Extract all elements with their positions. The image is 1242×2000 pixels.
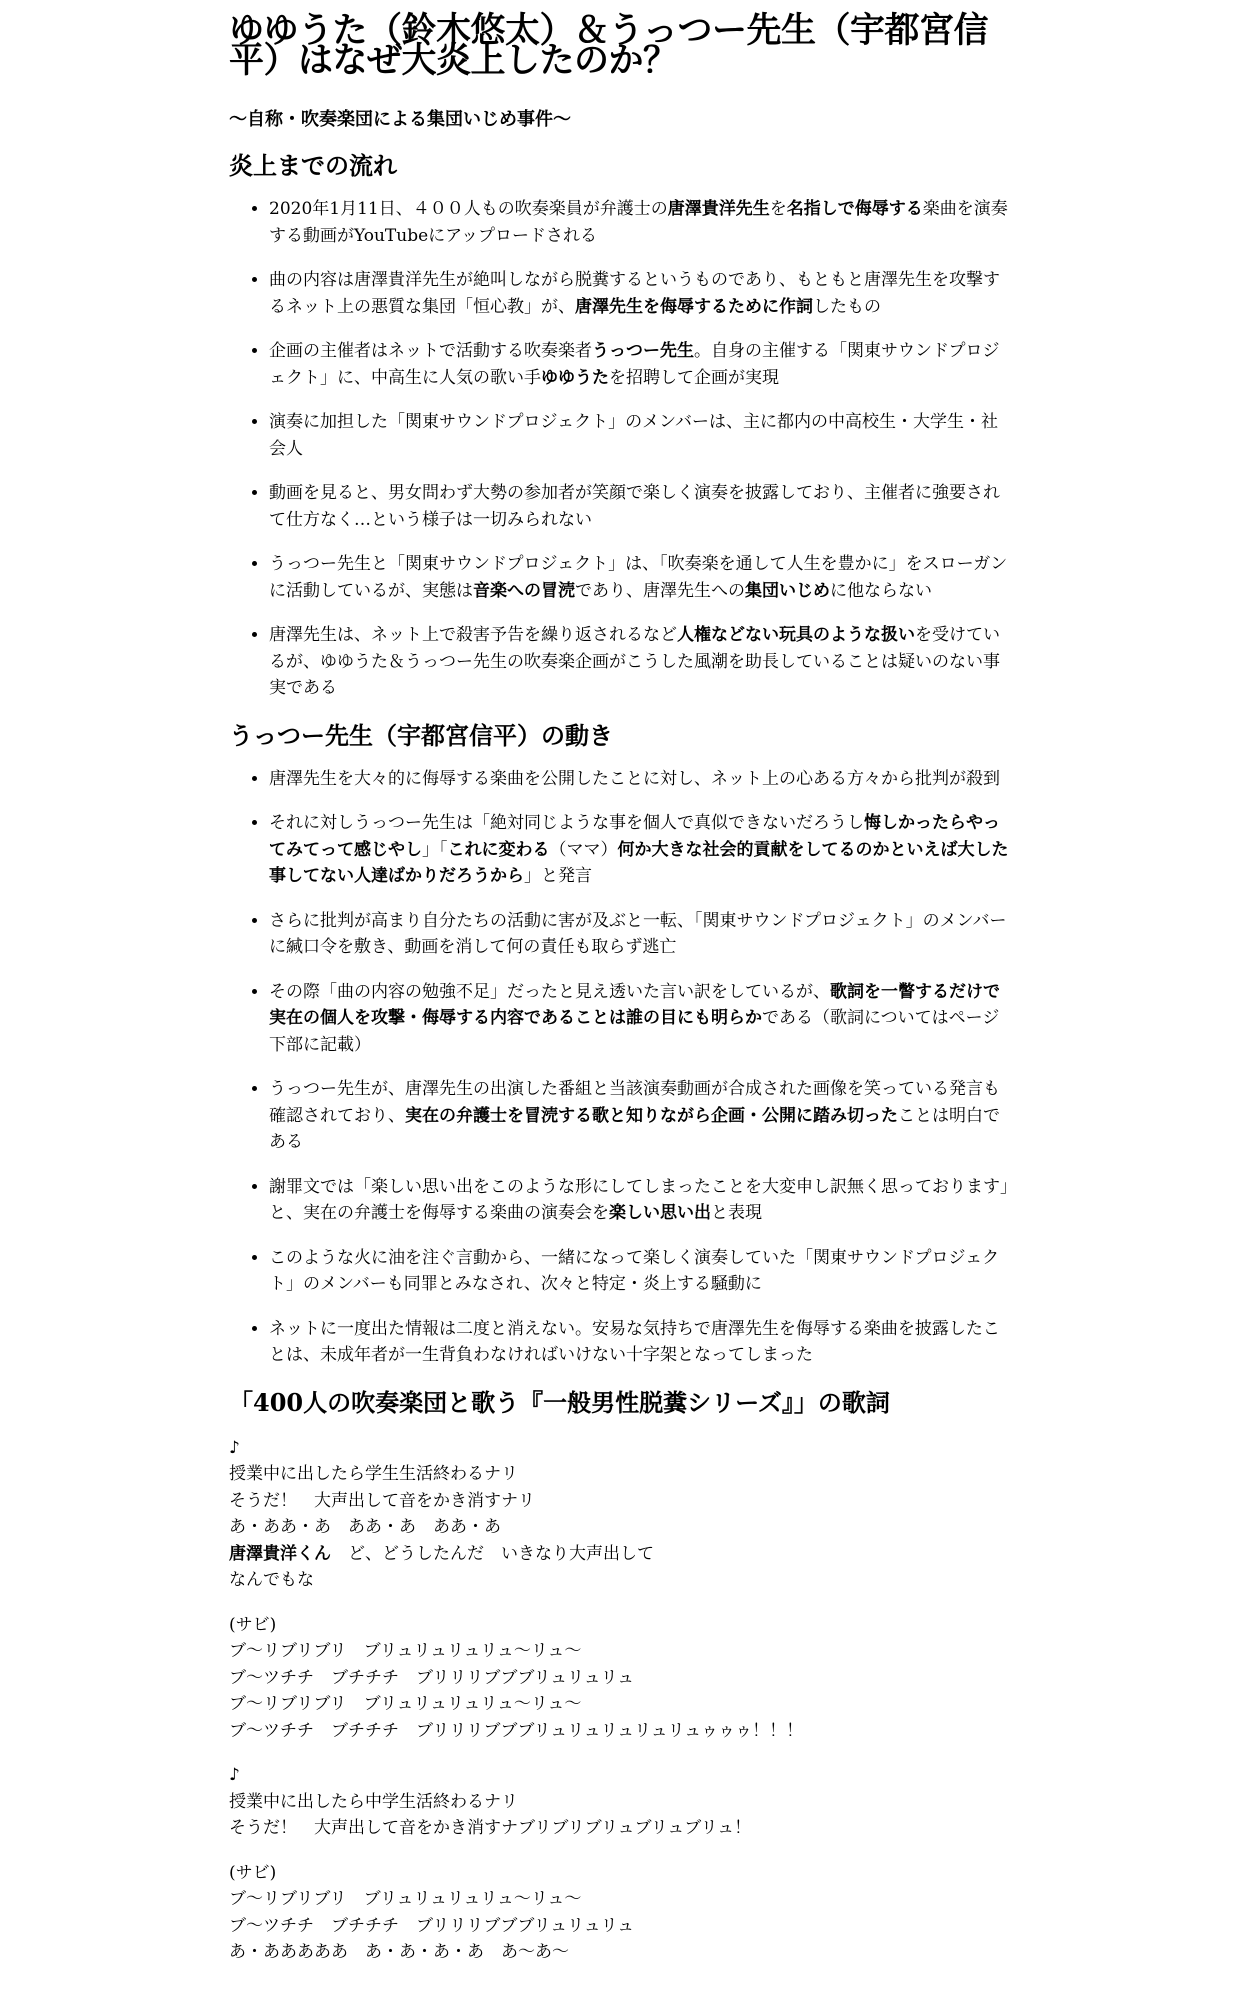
list-item (269, 810, 1014, 890)
text-run: 授業中に出したら中学生活終わるナリ (229, 1791, 518, 1812)
text-run: ネットに一度出た情報は二度と消えない。安易な気持ちで唐澤先生を侮辱する楽曲を披露したことは、未成年者が一生背負わなければいけない十字架となってしまった (269, 1318, 1000, 1365)
text-run: ブ～リブリブリ ブリュリュリュリュ～リュ～ (229, 1889, 582, 1909)
text-run: あ・ああ・あ ああ・あ ああ・あ (229, 1517, 501, 1537)
list-item (269, 196, 1014, 249)
text-run: あ・あああああ あ・あ・あ・あ あ～あ～ (229, 1942, 569, 1962)
lyrics-stanza (229, 1860, 1014, 1966)
emphasis-text: 唐澤貴洋くん (229, 1543, 331, 1564)
lyric-line (229, 1886, 1014, 1913)
text-run: を招聘して企画が実現 (609, 367, 779, 388)
text-run: （ママ） (549, 839, 618, 860)
list-item (269, 1076, 1014, 1156)
text-run: ど、どうしたんだ いきなり大声出して (331, 1543, 654, 1564)
lyrics-heading: 「400人の吹奏楽団と歌う『一般男性脱糞シリーズ』」の歌詞 (229, 1387, 890, 1417)
lyric-line (229, 1488, 1014, 1515)
lyric-line (229, 1718, 1014, 1745)
list-item (269, 1245, 1014, 1298)
lyric-line (229, 1435, 1014, 1462)
actions-list (229, 766, 1014, 1369)
text-run: 」と発言 (524, 866, 592, 886)
text-run: (サビ) (229, 1614, 277, 1635)
lyrics-stanza (229, 1435, 1014, 1594)
text-run: である（歌詞についてはページ下部に記載） (269, 1008, 1000, 1055)
lyric-line (229, 1638, 1014, 1665)
text-run: このような火に油を注ぐ言動から、一緒になって楽しく演奏していた「関東サウンドプロジェクト」のメンバーも同罪とみなされ、次々と特定・炎上する騒動に (269, 1247, 1000, 1294)
list-item (269, 409, 1014, 462)
lyric-line (229, 1913, 1014, 1940)
text-run: ブ～リブリブリ ブリュリュリュリュ～リュ～ (229, 1641, 582, 1661)
emphasis-text: 唐澤先生を侮辱するために作詞 (575, 296, 813, 317)
list-item (269, 908, 1014, 961)
text-run: 動画を見ると、男女問わず大勢の参加者が笑顔で楽しく演奏を披露しており、主催者に強要されて仕方なく…という様子は一切みられない (269, 483, 1000, 530)
text-run: それに対しうっつー先生は「絶対同じような事を個人で真似できないだろうし (269, 813, 864, 833)
text-run: ブ～ツチチ ブチチチ ブリリリブブブリュリュリュ (229, 1667, 635, 1688)
text-run: 2020年1月11日、４００人もの吹奏楽員が弁護士の (269, 199, 668, 219)
lyric-line (229, 1665, 1014, 1692)
lyric-line (229, 1939, 1014, 1966)
list-item (269, 267, 1014, 320)
list-item (269, 1174, 1014, 1227)
text-run: 楽曲を演奏する動画がYouTubeにアップロードされる (269, 199, 1008, 246)
text-run: うっつー先生が、唐澤先生の出演した番組と当該演奏動画が合成された画像を笑っている発言も確認されており、 (269, 1079, 1000, 1126)
lyric-line (229, 1815, 1014, 1842)
text-run: 」「 (422, 839, 448, 860)
list-item (269, 766, 1014, 793)
text-run: そうだ！ 大声出して音をかき消すナブリブリブリュブリュブリュ！ (229, 1818, 752, 1838)
lyric-line (229, 1762, 1014, 1789)
text-run: したもの (813, 296, 881, 317)
text-run: ブ～ツチチ ブチチチ ブリリリブブブリュリュリュリュリュゥゥゥ！！！ (229, 1720, 804, 1741)
lyric-line (229, 1541, 1014, 1568)
text-run: (サビ) (229, 1862, 277, 1883)
emphasis-text: 名指しで侮辱する (786, 199, 923, 219)
text-run: さらに批判が高まり自分たちの活動に害が及ぶと一転、「関東サウンドプロジェクト」のメンバーに緘口令を敷き、動画を消して何の責任も取らず逃亡 (269, 910, 1007, 957)
lyric-line (229, 1789, 1014, 1816)
text-run: うっつー先生と「関東サウンドプロジェクト」は、「吹奏楽を通して人生を豊かに」をスローガンに活動しているが、実態は (269, 554, 1008, 601)
lyric-line (229, 1691, 1014, 1718)
lyrics-block (229, 1435, 1014, 1966)
text-run: その際「曲の内容の勉強不足」だったと見え透いた言い訳をしているが、 (269, 981, 830, 1002)
lyrics-stanza (229, 1762, 1014, 1842)
list-item (269, 551, 1014, 604)
text-run: そうだ！ 大声出して音をかき消すナリ (229, 1490, 535, 1511)
emphasis-text: 唐澤貴洋先生 (667, 199, 770, 219)
emphasis-text: これに変わる (447, 839, 550, 860)
emphasis-text: 音楽への冒涜 (473, 580, 575, 601)
text-run: であり、唐澤先生への (575, 580, 745, 601)
lyrics-stanza (229, 1612, 1014, 1745)
text-run: ことは明白である (269, 1105, 1000, 1152)
emphasis-text: 悔しかったらやってみてって感じやし (269, 813, 1000, 860)
text-run: 唐澤先生は、ネット上で殺害予告を繰り返されるなど (269, 625, 677, 645)
text-run: なんでもな (229, 1570, 314, 1590)
text-run: ♪ (229, 1437, 240, 1458)
emphasis-text: 何か大きな社会的貢献をしてるのかといえば大した事してない人達ばかりだろうから (269, 839, 1009, 886)
text-run: 唐澤先生を大々的に侮辱する楽曲を公開したことに対し、ネット上の心ある方々から批判が殺到 (269, 768, 1000, 789)
emphasis-text: うっつー先生 (592, 341, 694, 361)
text-run: ブ～ツチチ ブチチチ ブリリリブブブリュリュリュ (229, 1915, 635, 1936)
emphasis-text: 歌詞を一瞥するだけで実在の個人を攻撃・侮辱する内容であることは誰の目にも明らか (269, 981, 1000, 1028)
section-heading-flow: 炎上までの流れ (229, 152, 397, 180)
text-run: ♪ (229, 1765, 240, 1785)
list-item (269, 480, 1014, 533)
text-run: 謝罪文では「楽しい思い出をこのような形にしてしまったことを大変申し訳無く思っております」と、実在の弁護士を侮辱する楽曲の演奏会を (269, 1176, 1009, 1223)
text-run: に他ならない (830, 580, 932, 601)
text-run: 曲の内容は唐澤貴洋先生が絶叫しながら脱糞するというものであり、もともと唐澤先生を攻撃するネット上の悪質な集団「恒心教」が、 (269, 270, 1000, 317)
text-run: を (769, 199, 787, 219)
section-heading-actions: うっつー先生（宇都宮信平）の動き (229, 721, 613, 750)
page-subtitle: ～自称・吹奏楽団による集団いじめ事件～ (229, 109, 571, 130)
page-title: ゆゆうた（鈴木悠太）＆うっつー先生（宇都宮信平）はなぜ大炎上したのか？ (229, 11, 989, 81)
flow-list (229, 196, 1014, 702)
list-item (269, 1316, 1014, 1369)
list-item (269, 979, 1014, 1059)
lyric-line (229, 1461, 1014, 1488)
text-run: を受けているが、ゆゆうた＆うっつー先生の吹奏楽企画がこうした風潮を助長していることは疑いのない事実である (269, 625, 1000, 698)
lyric-line (229, 1514, 1014, 1541)
emphasis-text: 楽しい思い出 (609, 1203, 711, 1223)
text-run: 授業中に出したら学生生活終わるナリ (229, 1464, 518, 1484)
emphasis-text: 実在の弁護士を冒涜する歌と知りながら企画・公開に踏み切った (405, 1105, 898, 1126)
emphasis-text: ゆゆうた (541, 367, 609, 388)
lyric-line (229, 1612, 1014, 1639)
list-item (269, 338, 1014, 391)
text-run: ブ～リブリブリ ブリュリュリュリュ～リュ～ (229, 1694, 582, 1714)
text-run: と表現 (711, 1203, 762, 1223)
lyric-line (229, 1860, 1014, 1887)
list-item (269, 622, 1014, 702)
text-run: 企画の主催者はネットで活動する吹奏楽者 (269, 341, 592, 361)
text-run: 。自身の主催する「関東サウンドプロジェクト」に、中高生に人気の歌い手 (269, 341, 1000, 388)
emphasis-text: 人権などない玩具のような扱い (677, 625, 915, 645)
lyric-line (229, 1567, 1014, 1594)
article (229, 0, 1014, 1966)
emphasis-text: 集団いじめ (745, 580, 830, 601)
text-run: 演奏に加担した「関東サウンドプロジェクト」のメンバーは、主に都内の中高校生・大学生・社会人 (269, 412, 998, 459)
